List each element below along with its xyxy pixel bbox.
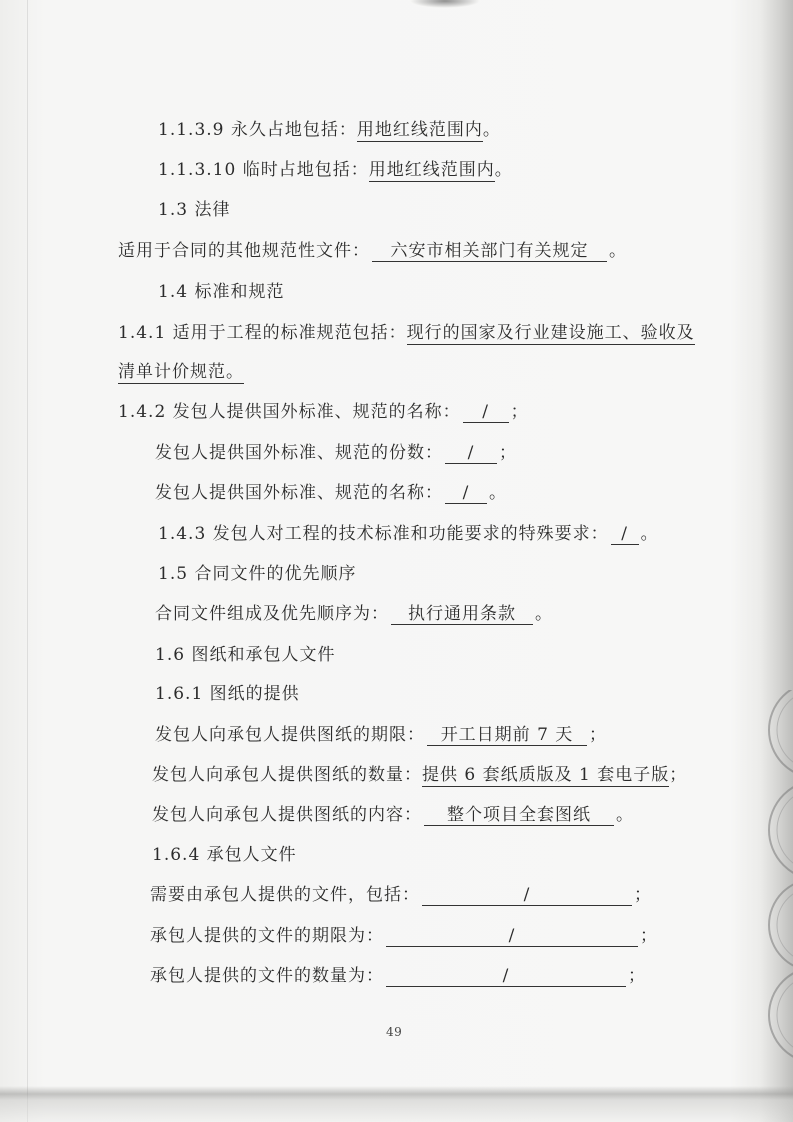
scan-smudge (410, 0, 480, 8)
clause-drawing-quantity (152, 764, 687, 786)
clause-end: ； (628, 966, 646, 986)
filled-blank: / (463, 402, 509, 423)
clause-label: 1.4.3 发包人对工程的技术标准和功能要求的特殊要求： (158, 524, 609, 544)
clause-label: 承包人提供的文件的期限为： (150, 926, 384, 946)
clause-1-4-1 (118, 322, 695, 344)
clause-drawing-deadline (155, 724, 607, 746)
clause-label: 发包人向承包人提供图纸的数量： (152, 765, 422, 785)
filled-value: 现行的国家及行业建设施工、验收及 (406, 323, 695, 343)
clause-end: ； (669, 765, 688, 785)
clause-end: ； (589, 725, 607, 745)
filled-blank: / (445, 443, 497, 464)
filled-value: 用地红线范围内 (368, 160, 495, 180)
clause-contractor-documents (150, 884, 652, 906)
clause-1-1-3-10 (158, 159, 513, 181)
clause-end: ； (634, 885, 652, 905)
clause-applicable-regulations (118, 240, 627, 262)
filled-blank: 执行通用条款 (391, 604, 533, 625)
clause-1-4-1-continued (118, 361, 244, 383)
filled-blank: / (445, 483, 487, 504)
clause-end: 。 (616, 805, 634, 825)
filled-blank: / (386, 966, 626, 987)
section-heading-1-6-4: 1.6.4 承包人文件 (152, 845, 297, 865)
clause-contractor-documents-quantity (150, 965, 646, 987)
clause-label: 发包人向承包人提供图纸的内容： (152, 805, 422, 825)
clause-foreign-standard-copies (155, 442, 517, 464)
section-heading-1-5: 1.5 合同文件的优先顺序 (158, 564, 357, 584)
clause-end: 。 (494, 160, 513, 180)
clause-label: 发包人提供国外标准、规范的份数： (155, 443, 443, 463)
clause-end: 。 (482, 120, 501, 140)
clause-label: 发包人提供国外标准、规范的名称： (155, 483, 443, 503)
clause-end: 。 (609, 241, 627, 261)
clause-document-priority (155, 603, 553, 625)
seal-fragment-icon (753, 690, 793, 1060)
clause-label: 1.4.2 发包人提供国外标准、规范的名称： (118, 402, 461, 422)
page-number: 49 (386, 1025, 403, 1039)
clause-1-4-2 (118, 401, 529, 423)
filled-blank: 整个项目全套图纸 (424, 805, 614, 826)
clause-end: 。 (489, 483, 507, 503)
section-heading-1-6: 1.6 图纸和承包人文件 (155, 645, 336, 665)
scan-left-edge (27, 0, 28, 1122)
clause-label: 适用于合同的其他规范性文件： (118, 241, 370, 261)
filled-blank: / (386, 926, 638, 947)
clause-end: 。 (535, 604, 553, 624)
filled-value: 用地红线范围内 (356, 120, 483, 140)
clause-foreign-standard-name (155, 482, 507, 504)
clause-label: 1.1.3.9 永久占地包括： (158, 120, 357, 140)
clause-contractor-documents-deadline (150, 925, 658, 947)
filled-blank: / (611, 524, 639, 545)
filled-blank: 六安市相关部门有关规定 (372, 241, 607, 262)
clause-label: 合同文件组成及优先顺序为： (155, 604, 389, 624)
filled-blank: / (422, 885, 632, 906)
section-heading-1-6-1: 1.6.1 图纸的提供 (155, 684, 300, 704)
clause-end: ； (499, 443, 517, 463)
section-heading-1-4: 1.4 标准和规范 (158, 282, 285, 302)
filled-blank: 开工日期前 7 天 (427, 725, 587, 746)
clause-label: 需要由承包人提供的文件，包括： (150, 885, 420, 905)
filled-value: 清单计价规范。 (118, 362, 244, 382)
filled-value: 提供 6 套纸质版及 1 套电子版 (422, 765, 670, 785)
clause-label: 承包人提供的文件的数量为： (150, 966, 384, 986)
clause-1-1-3-9 (158, 119, 501, 141)
clause-label: 1.1.3.10 临时占地包括： (158, 160, 369, 180)
clause-label: 1.4.1 适用于工程的标准规范包括： (118, 323, 407, 343)
clause-end: ； (510, 402, 529, 422)
clause-end: 。 (640, 524, 659, 544)
section-heading-1-3: 1.3 法律 (158, 200, 231, 220)
clause-1-4-3 (158, 523, 659, 545)
clause-drawing-content (152, 804, 634, 826)
clause-label: 发包人向承包人提供图纸的期限： (155, 725, 425, 745)
clause-end: ； (640, 926, 658, 946)
scan-bottom-edge (0, 1086, 793, 1122)
